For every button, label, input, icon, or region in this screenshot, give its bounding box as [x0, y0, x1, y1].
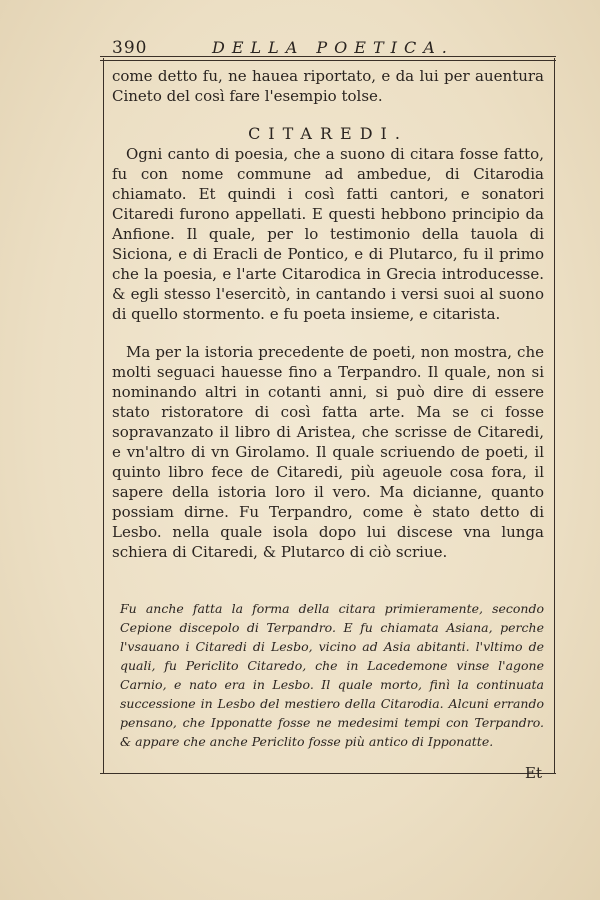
- main-text: [112, 66, 544, 562]
- italic-note: Fu anche fatta la forma della citara primieramente, secondo Cepione discepolo di Terpandro. E fu chiamata Asiana, perche l'vsauano i Citaredi di Lesbo, vicino ad Asia abitanti. l'vltimo de quali, fu Periclito Citaredo, che in Lacedemone vinse l'agone Carnio, e nato era in Lesbo. Il quale morto, finì la continuata successione in Lesbo del mestiero della Citarodia. Alcuni errando pensano, che Ipponatte fosse ne medesimi tempi con Terpandro. & appare che anche Periclito fosse più antico di Ipponatte.: [120, 600, 544, 749]
- running-head: DELLA POETICA.: [212, 38, 454, 57]
- intro-text: come detto fu, ne hauea riportato, e da lui per auentura Cineto del così fare l'esempio tolse.: [112, 67, 544, 105]
- paragraph-1: Ogni canto di poesia, che a suono di citara fosse fatto, fu con nome commune ad ambedue, di Citarodia chiamato. Et quindi i così fatti cantori, e sonatori Citaredi furono appellati. E questi hebbono principio da Anfione. Il quale, per lo testimonio della tauola di Siciona, e di Eracli de Pontico, e di Plutarco, fu il primo che la poesia, e l'arte Citarodica in Grecia introducesse. & egli stesso l'esercitò, in cantando i versi suoi al suono di quello stormento. e fu poeta insieme, e citarista.: [112, 145, 544, 323]
- paragraph-2: Ma per la istoria precedente de poeti, non mostra, che molti seguaci hauesse fino a Terpandro. Il quale, non si nominando altri in cotanti anni, si può dire di essere stato ristoratore di così fatta arte. Ma se ci fosse sopravanzato il libro di Aristea, che scrisse de Citaredi, e vn'altro di vn Girolamo. Il quale scriuendo de poeti, il quinto libro fece de Citaredi, più ageuole cosa fora, il sapere della istoria loro il vero. Ma dicianne, quanto possiam dirne. Fu Terpandro, come è stato detto di Lesbo. nella quale isola dopo lui discese vna lunga schiera di Citaredi, & Plutarco di ciò scriue.: [112, 343, 544, 561]
- section-title: CITAREDI.: [248, 124, 408, 143]
- top-rule-inner: [100, 60, 556, 61]
- page-number: 390: [112, 38, 148, 58]
- catchword: Et: [525, 764, 542, 782]
- bottom-rule: [100, 773, 556, 774]
